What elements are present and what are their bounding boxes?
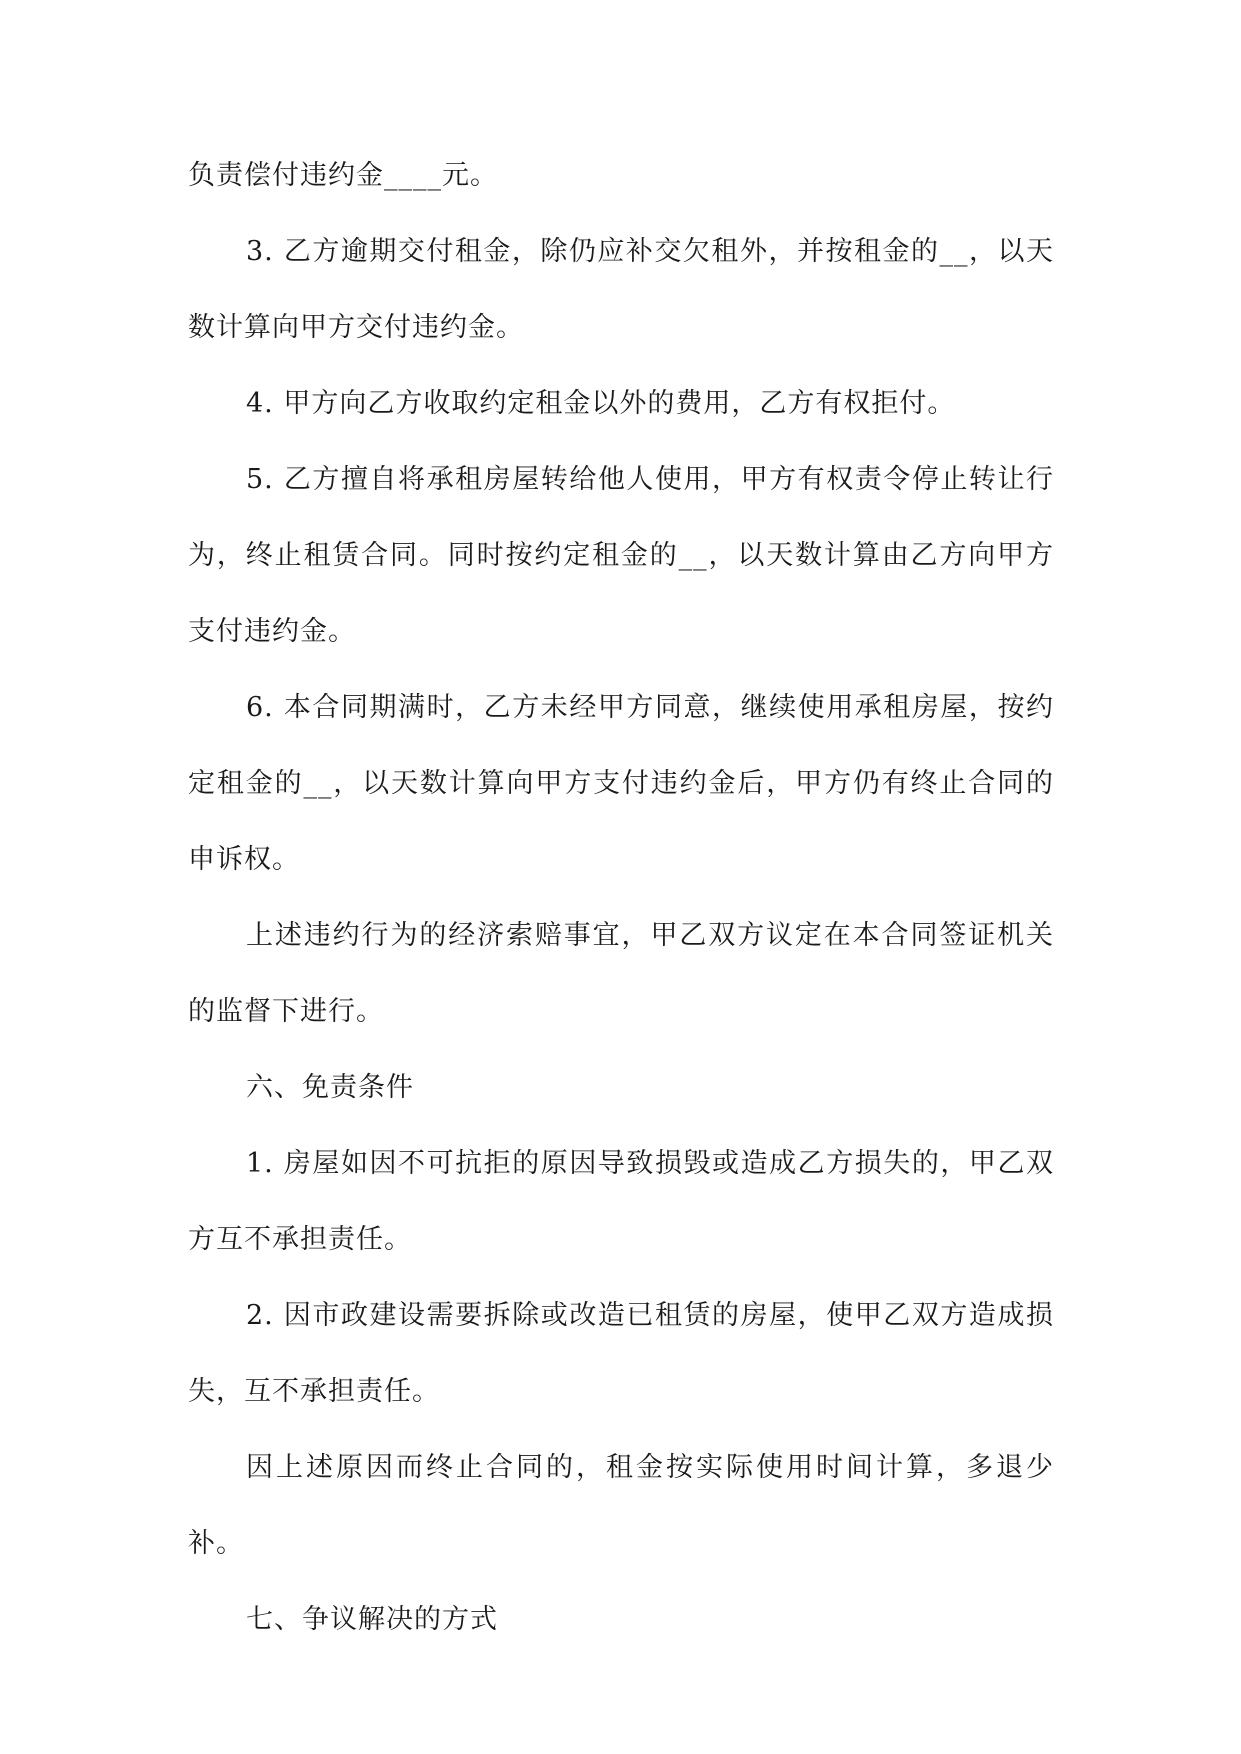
paragraph-exemption-1: 1. 房屋如因不可抗拒的原因导致损毁或造成乙方损失的，甲乙双方互不承担责任。: [188, 1148, 1054, 1255]
paragraph-clause-3: 3. 乙方逾期交付租金，除仍应补交欠租外，并按租金的__，以天数计算向甲方交付违约金。: [188, 236, 1054, 343]
paragraph-exemption-2: 2. 因市政建设需要拆除或改造已租赁的房屋，使甲乙双方造成损失，互不承担责任。: [188, 1300, 1054, 1407]
paragraph-clause-6: 6. 本合同期满时，乙方未经甲方同意，继续使用承租房屋，按约定租金的__，以天数计算向甲方支付违约金后，甲方仍有终止合同的申诉权。: [188, 692, 1054, 875]
paragraph-rent-settlement: 因上述原因而终止合同的，租金按实际使用时间计算，多退少补。: [188, 1452, 1054, 1559]
section-heading-dispute-resolution: 七、争议解决的方式: [246, 1604, 498, 1635]
paragraph-claims-supervision: 上述违约行为的经济索赔事宜，甲乙双方议定在本合同签证机关的监督下进行。: [188, 920, 1054, 1027]
section-heading-exemption: 六、免责条件: [246, 1072, 414, 1103]
paragraph-clause-4: 4. 甲方向乙方收取约定租金以外的费用，乙方有权拒付。: [246, 388, 956, 419]
document-body: [188, 138, 1054, 1658]
paragraph-clause-5: 5. 乙方擅自将承租房屋转给他人使用，甲方有权责令停止转让行为，终止租赁合同。同时按约定租金的__，以天数计算由乙方向甲方支付违约金。: [188, 464, 1054, 647]
paragraph-penalty-continuation: 负责偿付违约金____元。: [188, 160, 498, 191]
